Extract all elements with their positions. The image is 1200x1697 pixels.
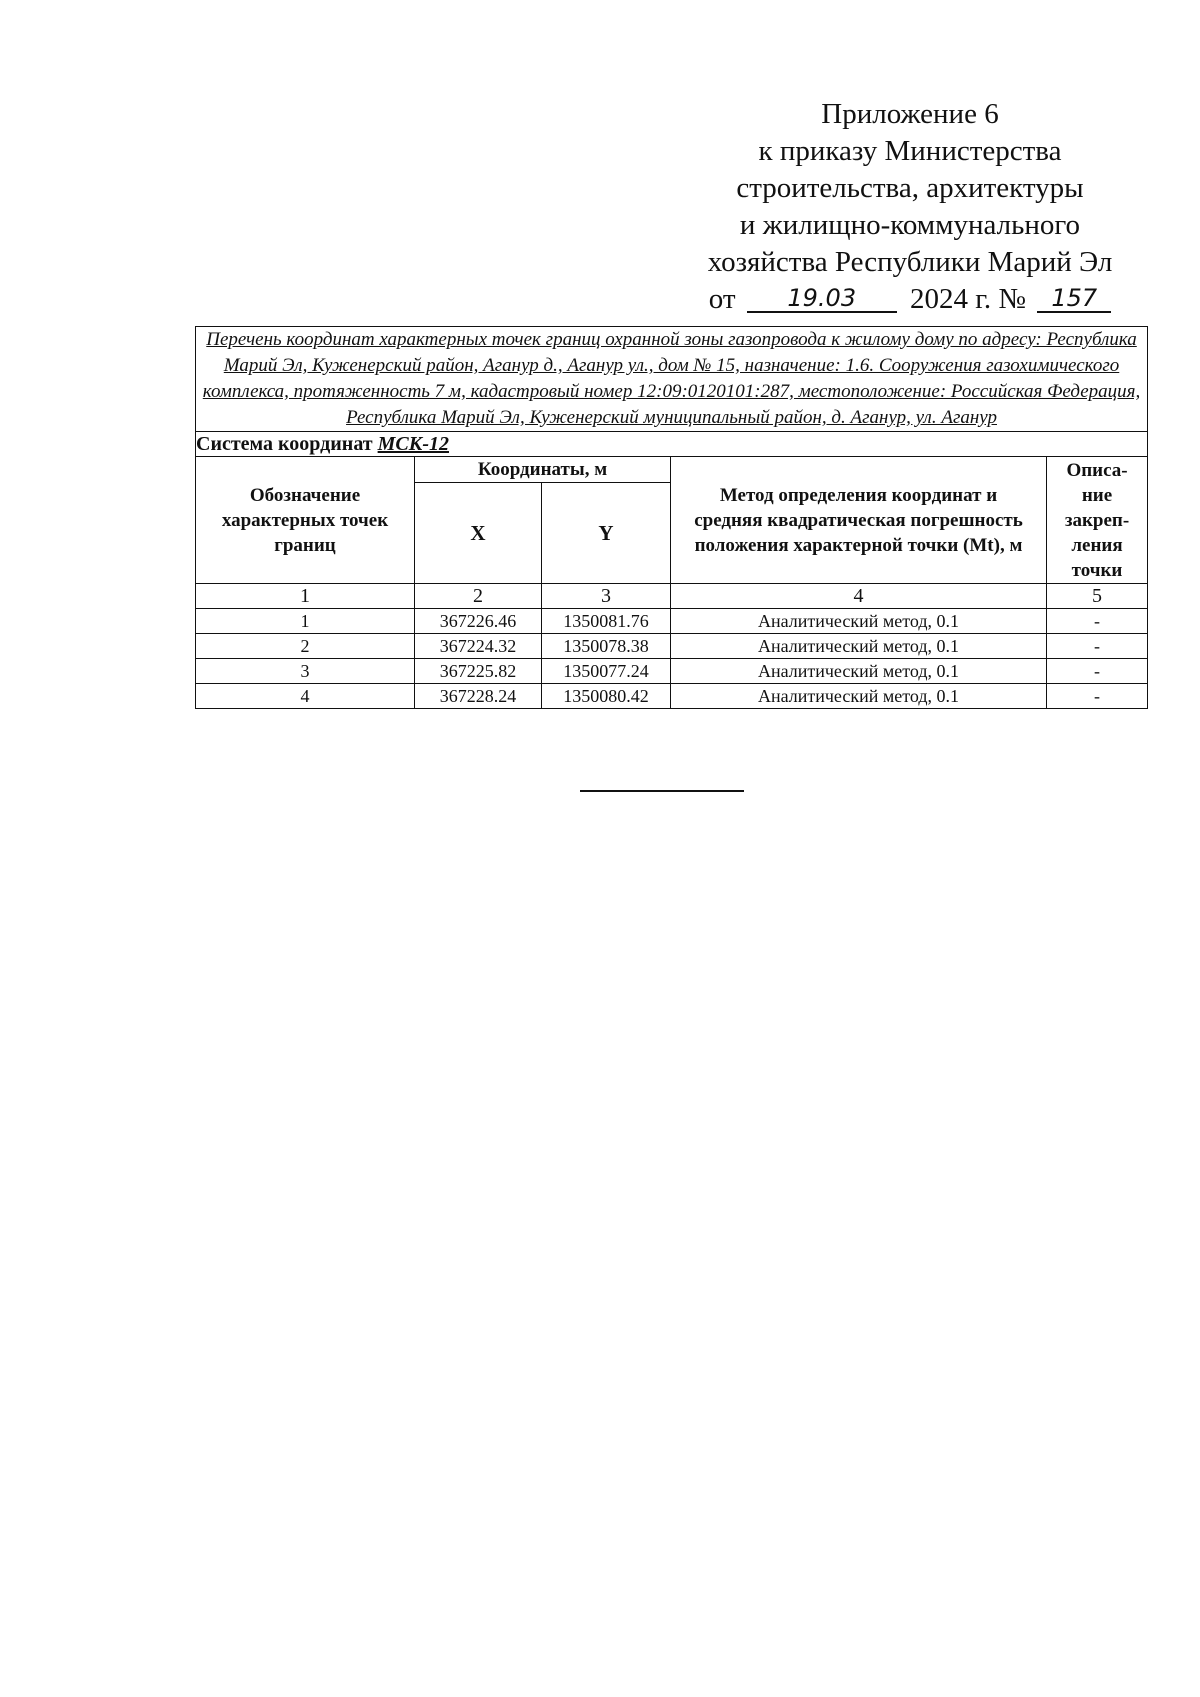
header-points: Обозначение характерных точек границ [196,457,415,584]
header-coordinates: Координаты, м [415,457,671,483]
appendix-header [690,96,1130,318]
point-id: 3 [196,659,415,684]
appendix-line: строительства, архитектуры [736,172,1084,204]
table-row [196,684,1148,709]
point-id: 2 [196,634,415,659]
coordinates-table [195,326,1148,709]
coord-x: 367224.32 [415,634,542,659]
table-caption: Перечень координат характерных точек границ охранной зоны газопровода к жилому дому по адресу: Республика Марий Эл, Куженерский район, Аганур д., Аганур ул., дом № 15, назначение: 1.6. Сооружения газохимического комплекса, протяженность 7 м, кадастровый номер 12:09:0120101:287, местоположение: Российская Федерация, Республика Марий Эл, Куженерский муниципальный район, д. Аганур, ул. Аганур [196,327,1148,432]
point-description: - [1047,684,1148,709]
column-number: 4 [671,584,1047,609]
point-description: - [1047,659,1148,684]
coord-x: 367225.82 [415,659,542,684]
point-description: - [1047,609,1148,634]
date-year: 2024 г. № [910,283,1027,315]
appendix-line: Приложение 6 [821,98,999,130]
coordinate-system-value: МСК-12 [377,433,449,455]
column-number: 5 [1047,584,1148,609]
table-row [196,634,1148,659]
table-row [196,659,1148,684]
coord-y: 1350081.76 [542,609,671,634]
point-description: - [1047,634,1148,659]
method: Аналитический метод, 0.1 [671,634,1047,659]
header-method: Метод определения координат и средняя квадратическая погрешность положения характерной точки (Mt), м [671,457,1047,584]
coord-y: 1350078.38 [542,634,671,659]
coord-y: 1350080.42 [542,684,671,709]
method: Аналитический метод, 0.1 [671,659,1047,684]
column-number: 1 [196,584,415,609]
appendix-line: хозяйства Республики Марий Эл [707,246,1113,278]
coord-x: 367228.24 [415,684,542,709]
end-divider [580,790,744,792]
handwritten-date: 19.03 [747,285,897,313]
coordinate-system-label: Система координат [196,433,373,455]
coord-x: 367226.46 [415,609,542,634]
appendix-line: к приказу Министерства [758,135,1062,167]
handwritten-order-number: 157 [1037,285,1111,313]
coord-y: 1350077.24 [542,659,671,684]
point-id: 4 [196,684,415,709]
column-number: 2 [415,584,542,609]
table-row [196,609,1148,634]
date-prefix: от [708,283,736,315]
header-description: Описа-ние закреп-ления точки [1047,457,1148,584]
method: Аналитический метод, 0.1 [671,609,1047,634]
column-numbers-row [196,584,1148,609]
column-number: 3 [542,584,671,609]
header-y: Y [542,483,671,584]
order-date-line [690,281,1130,318]
appendix-line: и жилищно-коммунального [739,209,1081,241]
point-id: 1 [196,609,415,634]
coordinate-system-row [196,432,1148,457]
header-x: X [415,483,542,584]
method: Аналитический метод, 0.1 [671,684,1047,709]
